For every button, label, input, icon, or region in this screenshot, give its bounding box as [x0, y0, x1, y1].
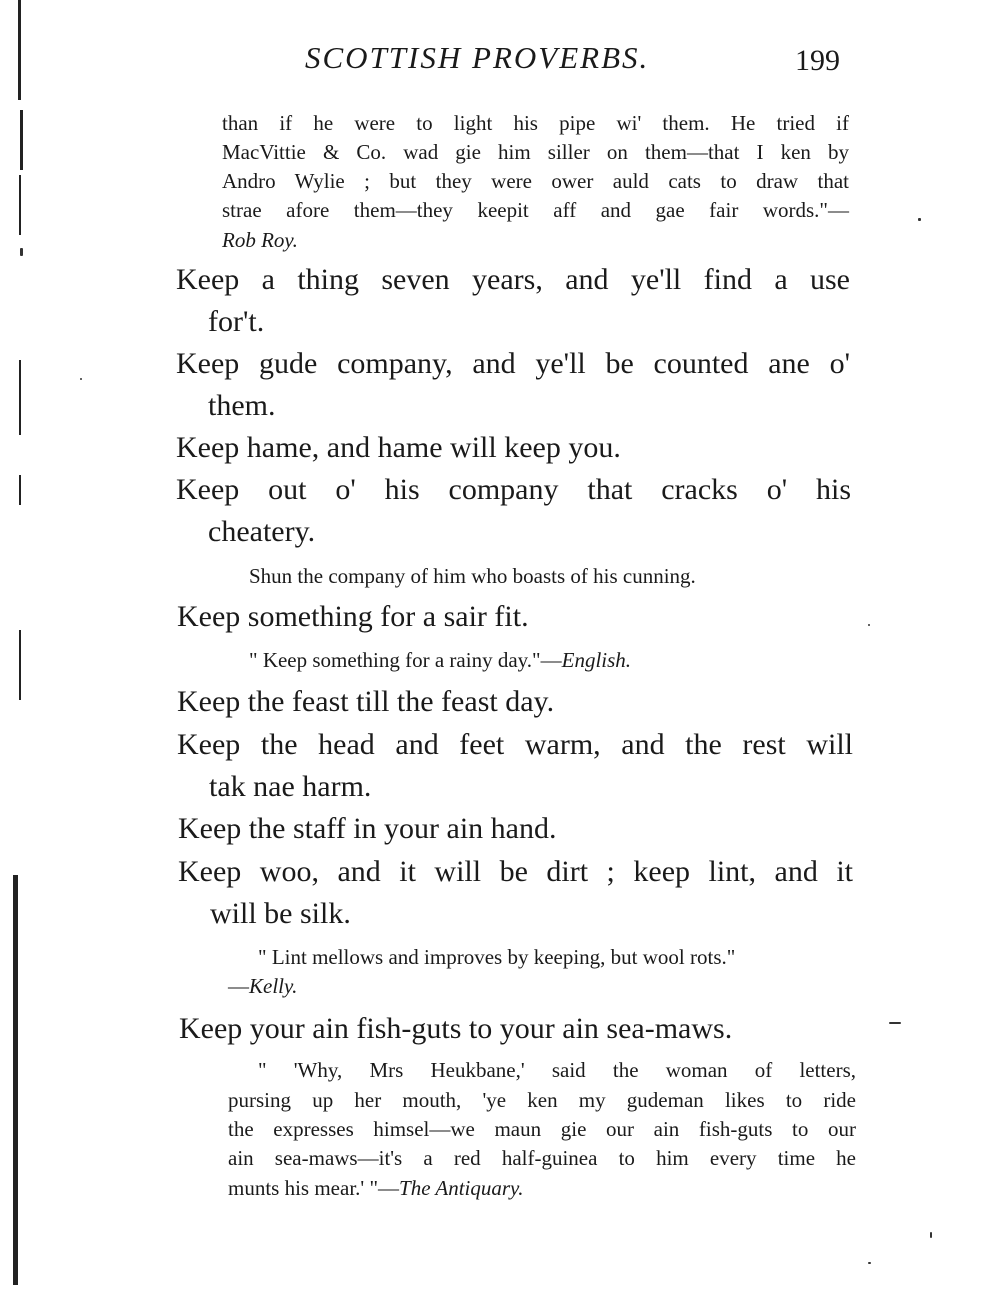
proverb-continuation: them. — [208, 389, 276, 422]
page-number: 199 — [795, 44, 840, 77]
quotation-text: munts his mear.' "— — [228, 1176, 400, 1200]
proverb-line: Keep the head and feet warm, and the rest will — [177, 728, 853, 761]
proverb-continuation: for't. — [208, 305, 265, 338]
proverb-note-source: Kelly. — [249, 974, 298, 998]
proverb-line: Keep your ain fish-guts to your ain sea-maws. — [179, 1012, 733, 1045]
proverb-line: Keep the feast till the feast day. — [177, 685, 555, 718]
scan-speck — [889, 1022, 901, 1024]
proverb-line: Keep woo, and it will be dirt ; keep lint, and it — [178, 855, 853, 888]
proverb-continuation: cheatery. — [208, 515, 316, 548]
proverb-note-text: " Keep something for a rainy day."— — [249, 648, 562, 672]
proverb-note-attribution — [228, 972, 297, 1001]
quotation-last-line — [228, 1174, 523, 1203]
proverb-line: Keep hame, and hame will keep you. — [176, 431, 621, 464]
running-header-title: SCOTTISH PROVERBS. — [305, 40, 650, 75]
proverb-continuation: tak nae harm. — [209, 770, 372, 803]
proverb-line: Keep the staff in your ain hand. — [178, 812, 557, 845]
quotation-line: ain sea-maws—it's a red half-guinea to him every time he — [228, 1146, 856, 1170]
continued-quote-line: strae afore them—they keepit aff and gae fair words."— — [222, 198, 849, 222]
quote-source: Rob Roy. — [222, 228, 298, 252]
quotation-line: the expresses himsel—we maun gie our ain fish-guts to our — [228, 1117, 856, 1141]
continued-quote-line: Andro Wylie ; but they were ower auld cats to draw that — [222, 169, 849, 193]
scan-edge-mark — [19, 475, 21, 505]
scan-edge-mark — [18, 0, 21, 100]
scan-speck — [868, 1262, 871, 1264]
scan-edge-mark — [19, 360, 21, 435]
quotation-line: pursing up her mouth, 'ye ken my gudeman likes to ride — [228, 1088, 856, 1112]
scan-edge-mark — [19, 630, 21, 700]
scan-edge-mark — [19, 175, 21, 235]
proverb-continuation: will be silk. — [210, 897, 351, 930]
proverb-line: Keep a thing seven years, and ye'll find a use — [176, 263, 850, 296]
continued-quote-line: MacVittie & Co. wad gie him siller on them—that I ken by — [222, 140, 849, 164]
scan-speck — [868, 624, 870, 626]
proverb-line: Keep gude company, and ye'll be counted ane o' — [176, 347, 850, 380]
scan-speck — [80, 378, 82, 380]
continued-quote-line: than if he were to light his pipe wi' them. He tried if — [222, 111, 849, 135]
proverb-note-source: English. — [561, 648, 632, 672]
proverb-line: Keep out o' his company that cracks o' his — [176, 473, 851, 506]
quotation-source: The Antiquary. — [399, 1176, 524, 1200]
scan-edge-mark — [13, 875, 18, 1285]
proverb-note — [249, 646, 631, 675]
attribution-dash: — — [228, 974, 249, 998]
proverb-note: Shun the company of him who boasts of his cunning. — [249, 564, 696, 588]
scan-speck — [930, 1232, 932, 1238]
proverb-note: " Lint mellows and improves by keeping, but wool rots." — [258, 945, 736, 969]
quotation-line: " 'Why, Mrs Heukbane,' said the woman of letters, — [258, 1058, 856, 1082]
scan-edge-mark — [20, 110, 23, 170]
scan-speck — [918, 218, 921, 221]
proverb-line: Keep something for a sair fit. — [177, 600, 529, 633]
scan-speck — [20, 248, 23, 256]
